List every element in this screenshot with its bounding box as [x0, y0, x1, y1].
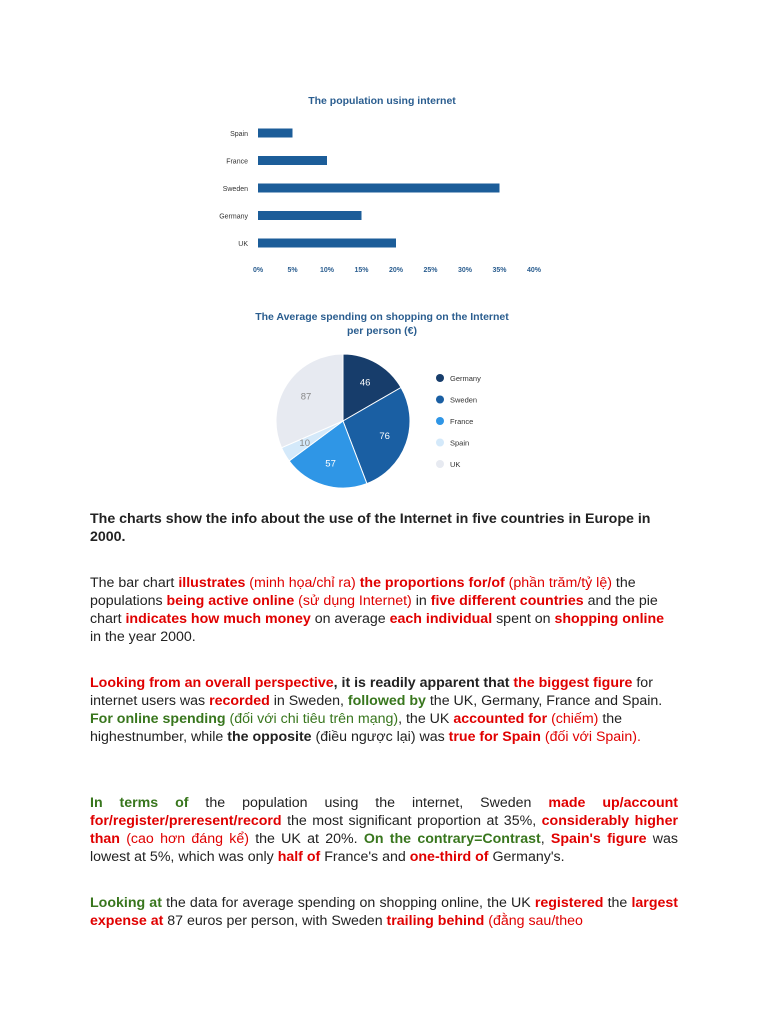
bar-spain: [258, 129, 293, 138]
text-run: the UK at 20%.: [248, 831, 364, 847]
text-run: each individual: [389, 611, 493, 627]
text-run: and the pie chart: [90, 593, 658, 627]
paragraph-body-1: [90, 794, 678, 866]
x-tick-label: 35%: [492, 267, 507, 274]
x-tick-label: 15%: [354, 267, 369, 274]
x-tick-label: 25%: [423, 267, 438, 274]
paragraph-1: [90, 574, 678, 646]
bar-category-label: Sweden: [222, 186, 248, 193]
text-run: the highestnumber, while: [90, 711, 623, 745]
bar-france: [258, 156, 327, 165]
legend-swatch: [436, 439, 444, 447]
pie-value-label: 87: [300, 391, 312, 403]
text-run: (đằng sau/theo: [484, 913, 583, 929]
text-run: true for Spain: [448, 729, 541, 745]
text-run: largest expense at: [90, 895, 678, 929]
text-run: For online spending: [90, 711, 226, 727]
text-run: (chiếm): [547, 711, 599, 727]
text-run: (cao hơn đáng kể): [119, 831, 249, 847]
pie-value-label: 57: [325, 458, 336, 470]
essay: [90, 510, 678, 546]
legend-swatch: [436, 396, 444, 404]
text-run: (đối với Spain).: [540, 729, 641, 745]
pie-chart-title: The Average spending on shopping on the Internet: [255, 311, 509, 323]
paragraph-overview: [90, 674, 678, 746]
text-run: Looking at: [90, 895, 162, 911]
text-run: trailing behind: [386, 913, 485, 929]
text-run: illustrates: [178, 575, 246, 591]
pie-value-label: 76: [379, 430, 390, 442]
text-run: in: [411, 593, 431, 609]
text-run: (đối với chi tiêu trên mạng): [225, 711, 399, 727]
text-run: being active online: [166, 593, 295, 609]
pie-value-label: 10: [299, 438, 310, 450]
text-run: half of: [277, 849, 321, 865]
x-tick-label: 30%: [457, 267, 473, 274]
text-run: the: [603, 895, 632, 911]
charts-figure: [0, 0, 768, 500]
text-run: indicates how much money: [125, 611, 311, 627]
bar-germany: [258, 211, 362, 220]
text-run: (điều ngược lại) was: [311, 729, 449, 745]
text-run: the UK, Germany, France and Spain.: [425, 693, 663, 709]
text-run: The bar chart: [90, 575, 179, 591]
text-run: (minh họa/chỉ ra): [245, 575, 360, 591]
text-run: shopping online: [554, 611, 665, 627]
text-run: the proportions for/of: [359, 575, 505, 591]
text-run: On the contrary=Contrast: [363, 831, 541, 847]
text-run: the population using the internet, Sweden: [188, 795, 549, 811]
bar-chart: [219, 95, 542, 274]
text-run: ,: [540, 831, 551, 847]
bar-category-label: Germany: [219, 213, 248, 221]
text-run: was lowest at 5%, which was only: [90, 831, 678, 865]
x-tick-label: 20%: [388, 267, 404, 274]
x-tick-label: 0%: [252, 267, 264, 274]
paragraph-2: [90, 674, 678, 746]
bar-uk: [258, 239, 396, 248]
text-run: 87 euros per person, with Sweden: [163, 913, 387, 929]
text-run: , the UK: [398, 711, 454, 727]
text-run: (phần trăm/tỷ lệ): [504, 575, 612, 591]
text-run: five different countries: [430, 593, 584, 609]
bar-sweden: [258, 184, 500, 193]
text-run: spent on: [492, 611, 555, 627]
legend-label: Spain: [450, 438, 470, 448]
legend-swatch: [436, 374, 444, 382]
x-tick-label: 40%: [526, 267, 542, 274]
text-run: (sử dụng Internet): [294, 593, 412, 609]
text-run: Germany's.: [488, 849, 565, 865]
text-run: the data for average spending on shopping online, the UK: [161, 895, 535, 911]
essay-heading: The charts show the info about the use of the Internet in five countries in Europe in 2000.: [90, 511, 651, 545]
legend-swatch: [436, 460, 444, 468]
legend-label: Germany: [450, 374, 481, 383]
pie-chart: [255, 311, 509, 488]
legend-label: France: [450, 417, 474, 426]
text-run: recorded: [209, 693, 270, 709]
text-run: accounted for: [453, 711, 548, 727]
text-run: the populations: [90, 575, 636, 609]
text-run: , it is readily apparent that: [333, 675, 514, 691]
text-run: France's and: [320, 849, 410, 865]
text-run: considerably higher than: [90, 813, 679, 847]
text-run: the opposite: [227, 729, 312, 745]
text-run: one-third of: [409, 849, 489, 865]
text-run: the most significant proportion at 35%,: [281, 813, 542, 829]
legend-label: UK: [450, 460, 461, 469]
text-run: on average: [310, 611, 390, 627]
x-tick-label: 10%: [319, 267, 335, 274]
bar-category-label: Spain: [230, 131, 248, 138]
paragraph-body-2: [90, 894, 678, 930]
text-run: In terms of: [90, 795, 189, 811]
paragraph-3: [90, 794, 678, 866]
bar-chart-title: The population using internet: [308, 95, 456, 107]
bar-category-label: France: [226, 158, 248, 166]
text-run: Spain's figure: [550, 831, 647, 847]
legend-label: Sweden: [450, 395, 478, 405]
text-run: followed by: [347, 693, 426, 709]
pie-value-label: 46: [359, 377, 371, 389]
text-run: in the year 2000.: [90, 629, 196, 645]
legend-swatch: [436, 417, 444, 425]
paragraph-4: [90, 894, 678, 930]
bar-category-label: UK: [238, 241, 248, 248]
text-run: Looking from an overall perspective: [90, 675, 334, 691]
x-tick-label: 5%: [287, 267, 298, 274]
text-run: registered: [534, 895, 604, 911]
text-run: the biggest figure: [513, 675, 633, 691]
text-run: made up/account for/register/preresent/record: [90, 795, 678, 829]
text-run: in Sweden,: [269, 693, 348, 709]
text-run: for internet users was: [90, 675, 653, 709]
paragraph-intro: [90, 574, 678, 646]
pie-chart-title-line2: per person (€): [346, 325, 418, 337]
